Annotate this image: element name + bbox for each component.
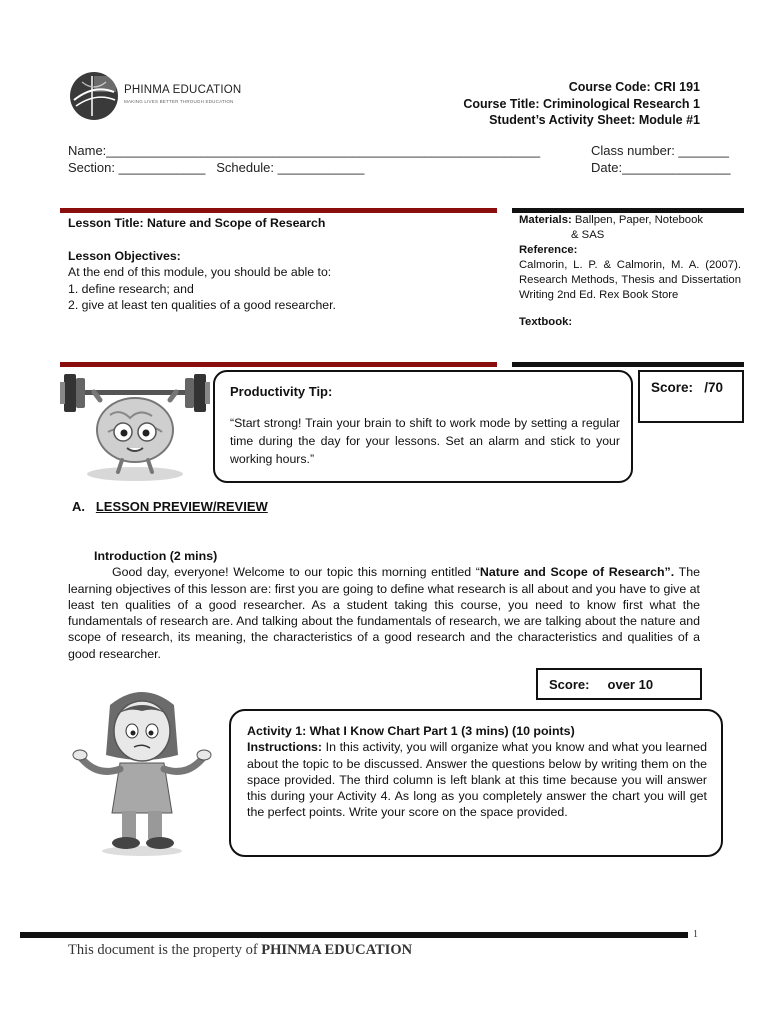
reference-label: Reference:: [519, 244, 578, 256]
materials-value-2: & SAS: [571, 229, 605, 241]
score-label: Score:: [651, 380, 694, 395]
logo-tagline: MAKING LIVES BETTER THROUGH EDUCATION: [124, 99, 234, 104]
objectives-intro: At the end of this module, you should be able to:: [68, 265, 332, 279]
score-total: /70: [704, 380, 724, 395]
activity-score-box: [536, 668, 702, 700]
instructions-label: Instructions:: [247, 740, 323, 755]
intro-topic: Nature and Scope of Research”.: [479, 565, 675, 580]
materials-bottom-bar: [512, 362, 744, 367]
student-fields: [68, 143, 740, 177]
phinma-logo: [68, 70, 242, 124]
intro-text-rest: The learning objectives of this lesson are: first you are going to define what research is all about and you have to give at least ten qualities of a good researcher. As a student taking this course, you need to know first what the fundamentals of research are. And talking about the fundamentals of research, we are talking about the nature and scope of research, its meaning, the characteristics of a good research and the characteristics and qualities of a good researcher.: [68, 565, 701, 661]
page-number: 1: [693, 929, 698, 940]
class-number-field[interactable]: Class number: _______: [591, 143, 730, 158]
course-code: Course Code: CRI 191: [568, 80, 700, 94]
activity-title: Activity 1: What I Know Chart Part 1 (3 mins) (10 points): [247, 724, 575, 738]
objective-item: 1. define research; and: [68, 281, 194, 296]
section-letter: A.: [72, 499, 85, 514]
activity-instructions: [247, 739, 707, 820]
activity-content: [247, 723, 707, 821]
materials-label: Materials:: [519, 214, 572, 226]
tip-title: Productivity Tip:: [230, 384, 333, 399]
section-a-heading: [72, 499, 268, 514]
activity-score-label: Score:: [549, 677, 590, 692]
intro-heading: Introduction (2 mins): [94, 549, 218, 563]
instructions-text: In this activity, you will organize what you know and what you learned about the topic to be discussed. Answer the questions below by writing them on the space provided. The third column is left blank at this time because you will answer this during your Activity 4. As long as you completely answer the chart you will get the perfect points. Write your score on the space provided.: [247, 740, 707, 820]
introduction: [68, 548, 700, 662]
footer-rule: [20, 932, 688, 938]
course-header: [463, 79, 700, 129]
lesson-block: [68, 215, 488, 314]
phinma-globe-icon: [68, 70, 120, 122]
reference-text: Calmorin, L. P. & Calmorin, M. A. (2007). Research Methods, Thesis and Dissertation Writing 2nd Ed. Rex Book Store: [519, 259, 741, 301]
confused-girl-illustration: [70, 685, 215, 857]
lesson-bottom-bar: [60, 362, 497, 367]
section-label[interactable]: Section: ____________: [68, 160, 206, 175]
objective-item: 2. give at least ten qualities of a good researcher.: [68, 298, 336, 312]
footer-prefix: This document is the property of: [68, 942, 262, 958]
footer-org: PHINMA EDUCATION: [261, 942, 413, 958]
lesson-title: Lesson Title: Nature and Scope of Research: [68, 216, 326, 230]
logo-name: PHINMA EDUCATION: [124, 84, 242, 96]
lesson-top-bar: [60, 208, 497, 213]
tip-text: “Start strong! Train your brain to shift to work mode by setting a regular time during the day for your lessons. Set an alarm and stick to your working hours.”: [230, 416, 620, 466]
objectives-heading: Lesson Objectives:: [68, 248, 181, 263]
sheet-title: Student’s Activity Sheet: Module #1: [489, 113, 700, 127]
intro-text-start: Good day, everyone! Welcome to our topic this morning entitled “: [112, 565, 480, 580]
productivity-tip-box: [213, 370, 633, 483]
materials-value: Ballpen, Paper, Notebook: [574, 214, 704, 226]
course-title: Course Title: Criminological Research 1: [463, 96, 700, 111]
activity-score-value: over 10: [607, 677, 654, 692]
materials-block: [519, 213, 741, 330]
section-field[interactable]: [68, 160, 364, 175]
schedule-field[interactable]: Schedule: ____________: [216, 160, 365, 175]
score-box: [638, 370, 744, 423]
footer-text: [68, 942, 412, 959]
textbook-label: Textbook:: [519, 316, 573, 328]
intro-paragraph: [68, 564, 700, 662]
activity-box: [229, 709, 723, 857]
brain-weightlifter-illustration: [60, 370, 210, 485]
date-field[interactable]: Date:_______________: [591, 160, 731, 175]
section-title: LESSON PREVIEW/REVIEW: [95, 499, 268, 514]
name-field[interactable]: Name:____________________________________________________________: [68, 143, 541, 158]
